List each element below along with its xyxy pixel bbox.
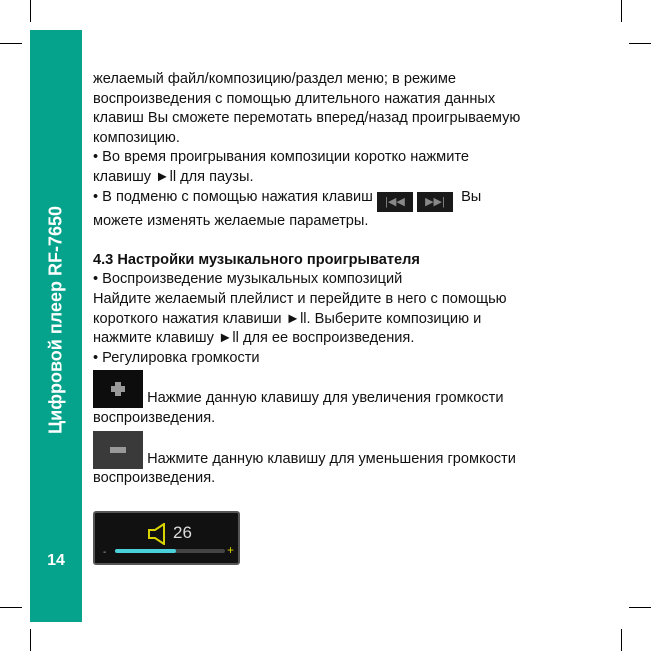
sidebar xyxy=(30,30,82,622)
text-line: • Во время проигрывания композиции коротко нажмите xyxy=(93,149,469,166)
crop-mark xyxy=(0,607,22,608)
crop-mark xyxy=(30,629,31,651)
volume-plus: + xyxy=(227,542,235,557)
text-line: можете изменять желаемые параметры. xyxy=(93,212,369,229)
crop-mark xyxy=(629,607,651,608)
text: Нажмите данную клавишу для уменьшения громкости xyxy=(147,450,516,467)
previous-track-icon: |◀◀ xyxy=(377,192,413,212)
volume-value: 26 xyxy=(173,522,192,542)
text: • В подменю с помощью нажатия клавиш xyxy=(93,188,373,205)
volume-minus: - xyxy=(103,546,107,558)
section-heading: 4.3 Настройки музыкального проигрывателя xyxy=(93,251,420,268)
text-line: композицию. xyxy=(93,129,180,146)
text-line: Найдите желаемый плейлист и перейдите в него с помощью xyxy=(93,290,507,307)
volume-slider[interactable] xyxy=(115,549,225,553)
volume-fill xyxy=(115,549,176,553)
text-line: воспроизведения с помощью длительного нажатия данных xyxy=(93,90,496,107)
crop-mark xyxy=(629,43,651,44)
text-line: воспроизведения. xyxy=(93,470,216,487)
crop-mark xyxy=(621,629,622,651)
volume-down-line xyxy=(93,431,613,470)
minus-icon xyxy=(93,431,143,469)
crop-mark xyxy=(0,43,22,44)
page-content xyxy=(93,70,613,565)
volume-up-line xyxy=(93,370,613,409)
sidebar-title: Цифровой плеер RF-7650 xyxy=(45,206,66,434)
next-track-icon: ▶▶| xyxy=(417,192,453,212)
volume-widget xyxy=(93,511,240,565)
text-line: • Регулировка громкости xyxy=(93,349,260,366)
text-line: желаемый файл/композицию/раздел меню; в режиме xyxy=(93,71,456,87)
plus-icon xyxy=(93,370,143,408)
text-line: клавишу ►ll для паузы. xyxy=(93,168,254,185)
text-line: короткого нажатия клавиши ►ll. Выберите композицию и xyxy=(93,310,482,327)
speaker-icon xyxy=(147,523,167,545)
submenu-line xyxy=(93,188,613,212)
text-line: • Воспроизведение музыкальных композиций xyxy=(93,271,403,288)
crop-mark xyxy=(30,0,31,22)
text-line: нажмите клавишу ►ll для ее воспроизведения. xyxy=(93,330,415,347)
text-line: воспроизведения. xyxy=(93,409,216,426)
text: Вы xyxy=(461,188,482,205)
text-line: клавиш Вы сможете перемотать вперед/назад проигрываемую xyxy=(93,110,521,127)
crop-mark xyxy=(621,0,622,22)
text: Нажмие данную клавишу для увеличения громкости xyxy=(147,390,504,407)
page-number: 14 xyxy=(47,552,65,569)
